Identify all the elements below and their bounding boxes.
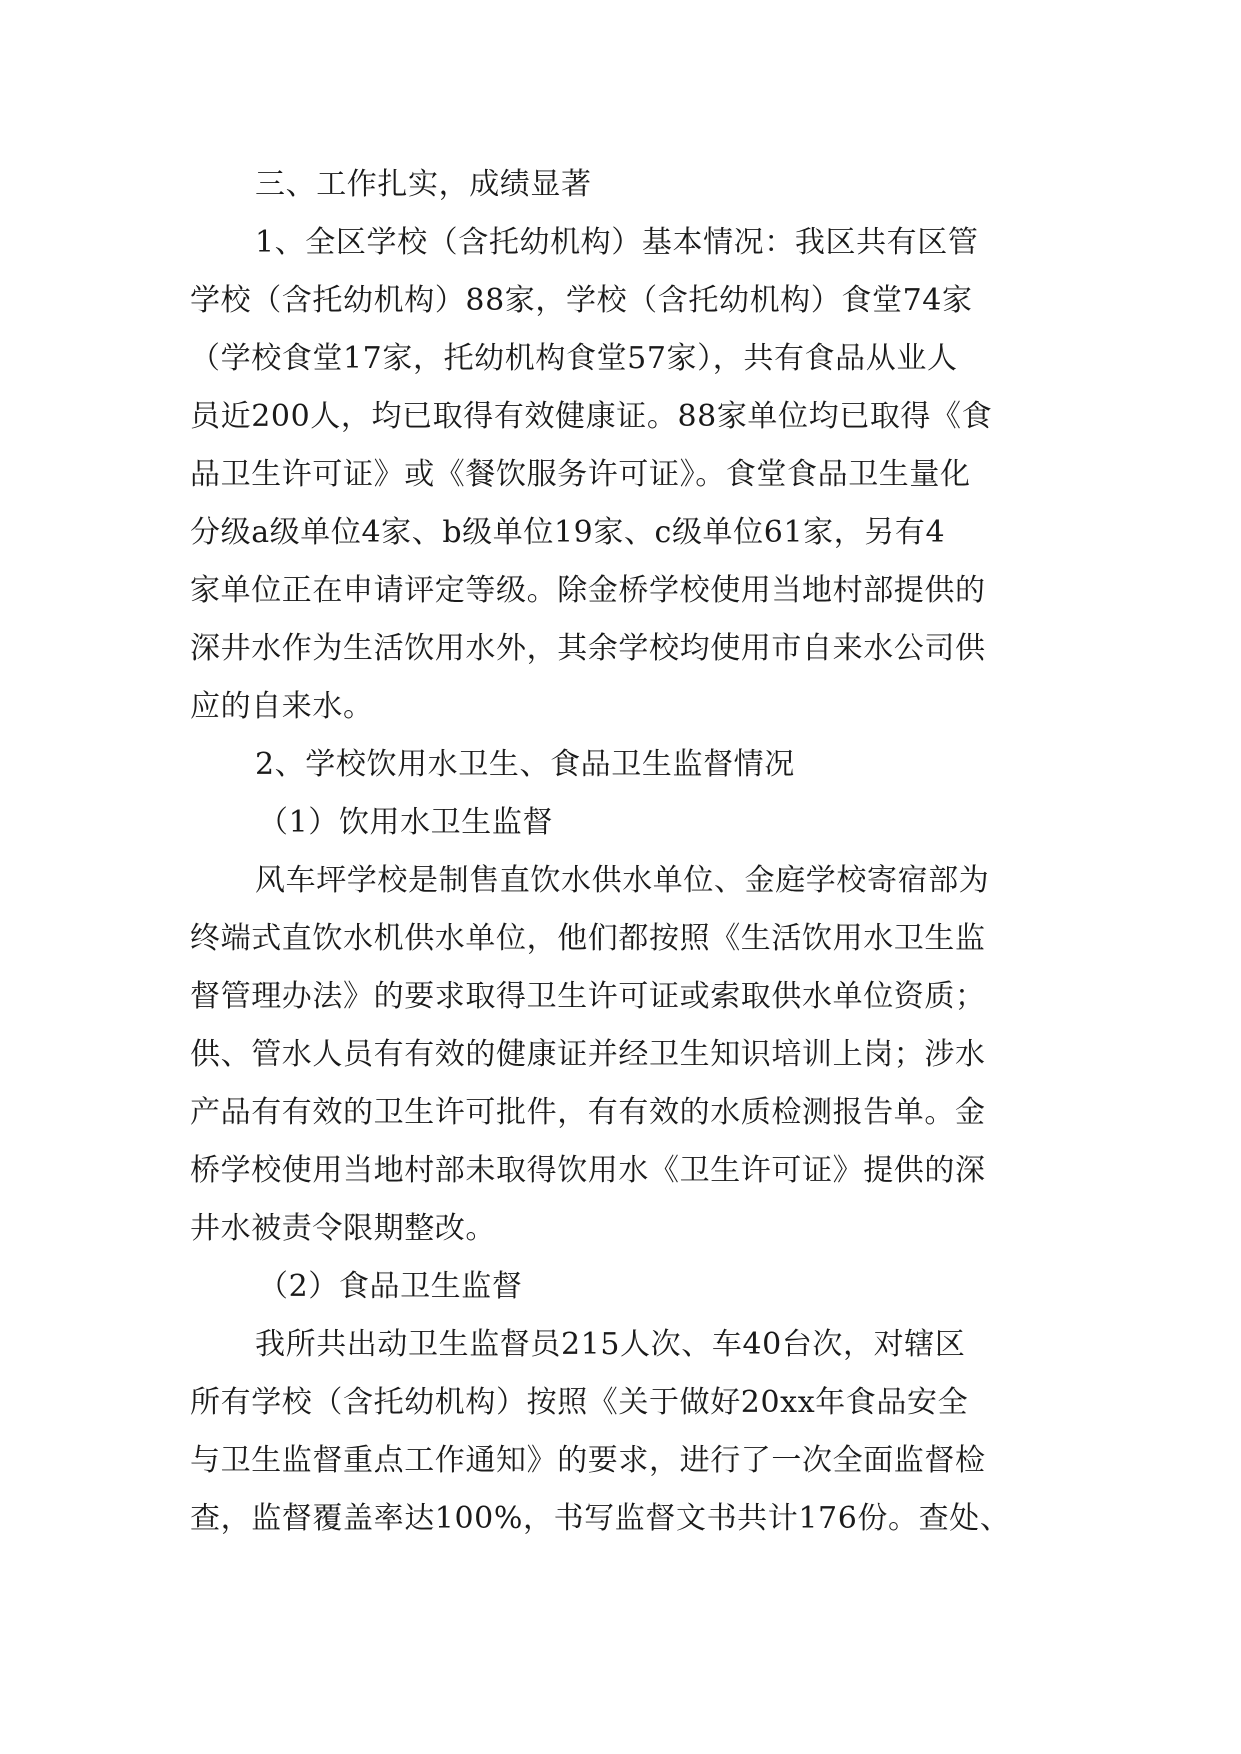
paragraph-line: 品卫生许可证》或《餐饮服务许可证》。食堂食品卫生量化 bbox=[190, 457, 971, 492]
section-heading: 三、工作扎实，成绩显著 bbox=[255, 167, 592, 202]
paragraph-line: 分级a级单位4家、b级单位19家、c级单位61家，另有4 bbox=[190, 515, 946, 550]
paragraph-line: 家单位正在申请评定等级。除金桥学校使用当地村部提供的 bbox=[190, 573, 986, 608]
paragraph-line: 员近200人，均已取得有效健康证。88家单位均已取得《食 bbox=[190, 399, 993, 434]
subsection-heading: （1）饮用水卫生监督 bbox=[258, 805, 554, 840]
paragraph-line: 查，监督覆盖率达100%，书写监督文书共计176份。查处、 bbox=[190, 1501, 1011, 1536]
paragraph-line: 应的自来水。 bbox=[190, 689, 374, 724]
paragraph-line: 产品有有效的卫生许可批件，有有效的水质检测报告单。金 bbox=[190, 1095, 986, 1130]
paragraph-line: 终端式直饮水机供水单位，他们都按照《生活饮用水卫生监 bbox=[190, 921, 986, 956]
paragraph-line: 风车坪学校是制售直饮水供水单位、金庭学校寄宿部为 bbox=[255, 863, 990, 898]
paragraph-line: 1、全区学校（含托幼机构）基本情况：我区共有区管 bbox=[255, 225, 979, 260]
paragraph-line: 深井水作为生活饮用水外，其余学校均使用市自来水公司供 bbox=[190, 631, 986, 666]
paragraph-line: 桥学校使用当地村部未取得饮用水《卫生许可证》提供的深 bbox=[190, 1153, 986, 1188]
paragraph-line: 与卫生监督重点工作通知》的要求，进行了一次全面监督检 bbox=[190, 1443, 986, 1478]
paragraph-line: 学校（含托幼机构）88家，学校（含托幼机构）食堂74家 bbox=[190, 283, 973, 318]
subsection-heading: （2）食品卫生监督 bbox=[258, 1269, 523, 1304]
paragraph-line: 所有学校（含托幼机构）按照《关于做好20xx年食品安全 bbox=[190, 1385, 969, 1420]
paragraph-line: 我所共出动卫生监督员215人次、车40台次，对辖区 bbox=[255, 1327, 966, 1362]
paragraph-line: 井水被责令限期整改。 bbox=[190, 1211, 496, 1246]
paragraph-line: 督管理办法》的要求取得卫生许可证或索取供水单位资质； bbox=[190, 979, 986, 1014]
paragraph-line: 供、管水人员有有效的健康证并经卫生知识培训上岗；涉水 bbox=[190, 1037, 986, 1072]
subsection-heading: 2、学校饮用水卫生、食品卫生监督情况 bbox=[255, 747, 795, 782]
paragraph-line: （学校食堂17家，托幼机构食堂57家），共有食品从业人 bbox=[190, 341, 958, 376]
